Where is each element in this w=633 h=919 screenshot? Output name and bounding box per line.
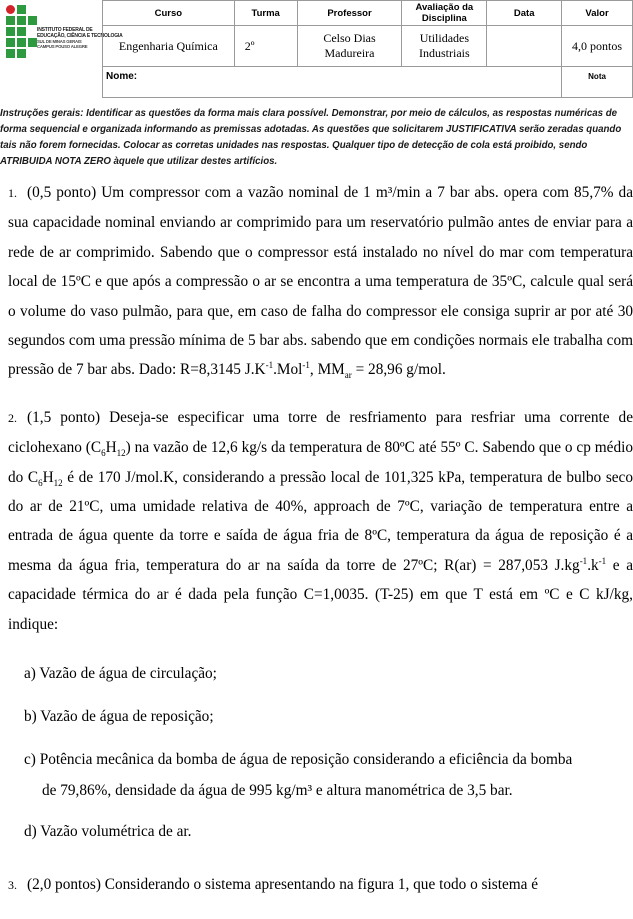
list-item [8, 743, 633, 805]
data-label: Data [487, 1, 562, 26]
question-text: (2,0 pontos) Considerando o sistema apresentando na figura 1, que todo o sistema é [27, 876, 539, 894]
professor-value: Celso Dias Madureira [297, 26, 402, 67]
question-2 [8, 403, 633, 639]
logo-line-4: CAMPUS POUSO ALEGRE [37, 44, 88, 49]
logo-line-3: SUL DE MINAS GERAIS [37, 39, 82, 44]
logo-line-2: EDUCAÇÃO, CIÊNCIA E TECNOLOGIA [37, 33, 123, 39]
curso-label: Curso [103, 1, 235, 26]
list-item: a) Vazão de água de circulação; [24, 665, 217, 683]
subscript: 6 [101, 448, 106, 459]
nota-field[interactable] [562, 67, 633, 98]
general-instructions: Instruções gerais: Identificar as questões da forma mais clara possível. Demonstrar, por meio de cálculos, as respostas numéricas de forma sequencial e organizada informando as premissas adotadas. As questões que solicitarem JUSTIFICATIVA serão zeradas quando tais não forem fornecidas. Colocar as corretas unidades nas respostas. Qualquer tipo de detecção de cola está proibido, sendo ATRIBUIDA NOTA ZERO àquele que utilizar destes artifícios. [0, 108, 622, 167]
question-text: e a capacidade térmica do ar é dada pela função C=1,0035. (T-25) em que T está em ºC e C kJ/kg, indique: [8, 556, 633, 633]
turma-label: Turma [234, 1, 297, 26]
institution-logo [3, 5, 123, 65]
list-item: b) Vazão de água de reposição; [24, 708, 214, 726]
nota-label: Nota [588, 72, 606, 81]
valor-value: 4,0 pontos [562, 26, 633, 67]
question-text: (0,5 ponto) Um compressor com a vazão nominal de 1 m³/min a 7 bar abs. opera com 85,7% da sua capacidade nominal enviando ar comprimido para um reservatório pulmão antes de enviar para a rede de ar comprimido. Sabendo que o compressor está instalado no nível do mar com temperatura local de 15ºC e que após a compressão o ar se encontra a uma temperatura de 35ºC, calcule qual será o volume do vaso pulmão, para que, em caso de falha do compressor ele consiga suprir ar por até 30 segundos com uma pressão mínima de 5 bar abs. sabendo que em condições normais ele trabalha com pressão de 7 bar abs. Dado: R=8,3145 J.K [8, 184, 633, 379]
question-text: H [105, 439, 117, 457]
header-table [102, 0, 633, 98]
nome-field[interactable] [103, 67, 562, 98]
question-text: ) na vazão de 12,6 kg/s da temperatura de 80ºC até 55º C. Sabendo que o cp médio do C [8, 439, 633, 486]
item-text-continuation: de 79,86%, densidade da água de 995 kg/m³ e altura manométrica de 3,5 bar. [42, 782, 513, 800]
valor-label: Valor [562, 1, 633, 26]
subscript: ar [344, 370, 352, 381]
question-text: (1,5 ponto) Deseja-se especificar uma torre de resfriamento para resfriar uma corrente de ciclohexano (C [8, 408, 633, 457]
superscript: -1 [265, 360, 274, 371]
exam-body [8, 178, 633, 919]
turma-value: 2º [234, 26, 297, 67]
superscript: -1 [302, 360, 310, 371]
item-text: c) Potência mecânica da bomba de água de reposição considerando a eficiência da bomba [24, 751, 573, 769]
question-text: H [42, 468, 54, 486]
subscript: 12 [53, 477, 63, 488]
question-2-items [8, 657, 633, 848]
data-value[interactable] [487, 26, 562, 67]
exam-header [0, 0, 633, 102]
professor-label: Professor [297, 1, 402, 26]
question-text: = 28,96 g/mol. [351, 361, 446, 379]
question-text: .Mol [273, 361, 303, 379]
question-1 [8, 178, 633, 385]
curso-value: Engenharia Química [103, 26, 235, 67]
question-3 [8, 870, 633, 900]
question-text: é de 170 J/mol.K, considerando a pressão local de 101,325 kPa, temperatura de bulbo seco do ar de 21ºC, uma umidade relativa de 40%, approach de 7ºC, variação de temperatura entre a entrada de água quente da torre e saída de água fria de 8ºC, temperatura da água de reposição é a mesma da água fria, temperatura do ar na saída da torre de 27ºC; R(ar) = 287,053 J.kg [8, 468, 633, 574]
nome-label: Nome: [106, 71, 138, 82]
logo-line-1: INSTITUTO FEDERAL DE [37, 27, 93, 33]
question-number: 1. [8, 186, 17, 200]
avaliacao-label: Avaliação da Disciplina [402, 1, 487, 26]
superscript: -1 [598, 555, 607, 566]
question-text: , MM [309, 361, 345, 379]
superscript: -1 [579, 555, 588, 566]
avaliacao-value: Utilidades Industriais [402, 26, 487, 67]
question-text: .k [587, 556, 599, 574]
question-number: 2. [8, 410, 17, 425]
subscript: 6 [38, 477, 43, 488]
list-item: d) Vazão volumétrica de ar. [24, 823, 192, 841]
question-number: 3. [8, 878, 17, 893]
subscript: 12 [116, 448, 126, 459]
